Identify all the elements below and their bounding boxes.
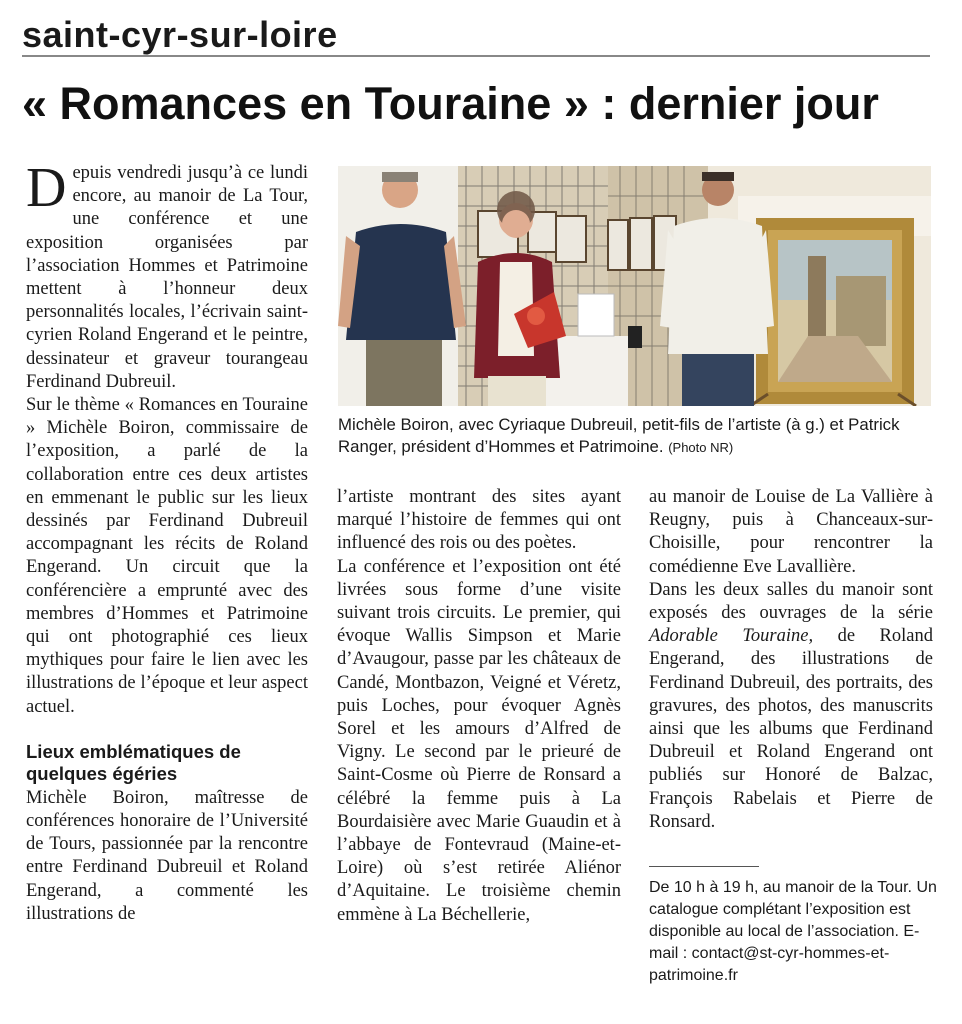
practical-info: De 10 h à 19 h, au manoir de la Tour. Un catalogue complétant l’exposition est disponible au local de l’association. E-mail : contact@st-cyr-hommes-et-patrimoine.fr	[649, 879, 937, 984]
photo-credit: (Photo NR)	[668, 440, 734, 455]
rubric-divider	[22, 55, 930, 57]
book-series-title: Adorable Touraine,	[649, 626, 814, 647]
col2-paragraph-2: La conférence et l’exposition ont été livrées sous forme d’une visite suivant trois circuits. Le premier, qui évoque Wallis Simpson et Marie d’Avaugour, passe par les châteaux de Candé, Montbazon, Veigné et Véretz, puis Loches, pour évoquer Agnès Sorel et les amours d’Alfred de Vigny. Le second par le prieuré de Saint-Cosme où Pierre de Ronsard a célébré la femme puis à La Bourdaisière avec Marie Guaudin et à l’abbaye de Fontevraud (Maine-et-Loire) où s’est retirée Aliénor d’Aquitaine. Le troisième chemin emmène à La Béchellerie,	[337, 556, 621, 925]
caption-text: Michèle Boiron, avec Cyriaque Dubreuil, petit-fils de l’artiste (à g.) et Patrick Ranger, président d’Hommes et Patrimoine.	[338, 415, 900, 456]
col3-paragraph-2	[649, 579, 933, 834]
info-separator	[649, 866, 759, 867]
photo-illustration	[338, 166, 931, 406]
column-1	[26, 157, 308, 926]
col2-paragraph-1: l’artiste montrant des sites ayant marqué l’histoire de femmes qui ont influencé des rois ou des poètes.	[337, 487, 621, 554]
article-headline: « Romances en Touraine » : dernier jour	[22, 78, 879, 129]
column-3	[649, 486, 933, 834]
subheading: Lieux emblématiques de quelques égéries	[26, 740, 241, 784]
article-photo	[338, 166, 931, 406]
intro-text: epuis vendredi jusqu’à ce lundi encore, au manoir de La Tour, une conférence et une exposition organisées par l’association Hommes et Patrimoine mettent à l’honneur deux personnalités locales, l’écrivain saint-cyrien Roland Engerand et le peintre, dessinateur et graveur tourangeau Ferdinand Dubreuil.	[26, 163, 308, 392]
col3-text-after: de Roland Engerand, des illustrations de Ferdinand Dubreuil, des portraits, des gravures, des photos, des manuscrits ainsi que les albums que Ferdinand Dubreuil et Roland Engerand ont publiés sur Honoré de Balzac, François Rabelais et Pierre de Ronsard.	[649, 626, 933, 832]
photo-caption	[338, 414, 932, 459]
intro-paragraph	[26, 157, 308, 394]
drop-cap: D	[26, 157, 67, 219]
section-rubric: saint-cyr-sur-loire	[22, 14, 338, 55]
paragraph-2: Sur le thème « Romances en Touraine » Michèle Boiron, commissaire de l’exposition, a parlé de la collaboration entre ces deux artistes en emmenant le public sur les lieux dessinés par Ferdinand Dubreuil accompagnant les récits de Roland Engerand. Un circuit que la conférencière a emprunté avec des membres d’Hommes et Patrimoine qui ont photographié ces lieux mythiques pour faire le lien avec les illustrations de l’époque et leur aspect actuel.	[26, 395, 308, 717]
paragraph-3: Michèle Boiron, maîtresse de conférences honoraire de l’Université de Tours, passionnée par la rencontre entre Ferdinand Dubreuil et Roland Engerand, a commenté les illustrations de	[26, 787, 308, 924]
column-2	[337, 486, 621, 927]
col3-text-before: Dans les deux salles du manoir sont exposés des ouvrages de la série	[649, 579, 933, 624]
col3-paragraph-1: au manoir de Louise de La Vallière à Reugny, puis à Chanceaux-sur-Choisille, pour rencontrer la comédienne Eve Lavallière.	[649, 487, 933, 577]
